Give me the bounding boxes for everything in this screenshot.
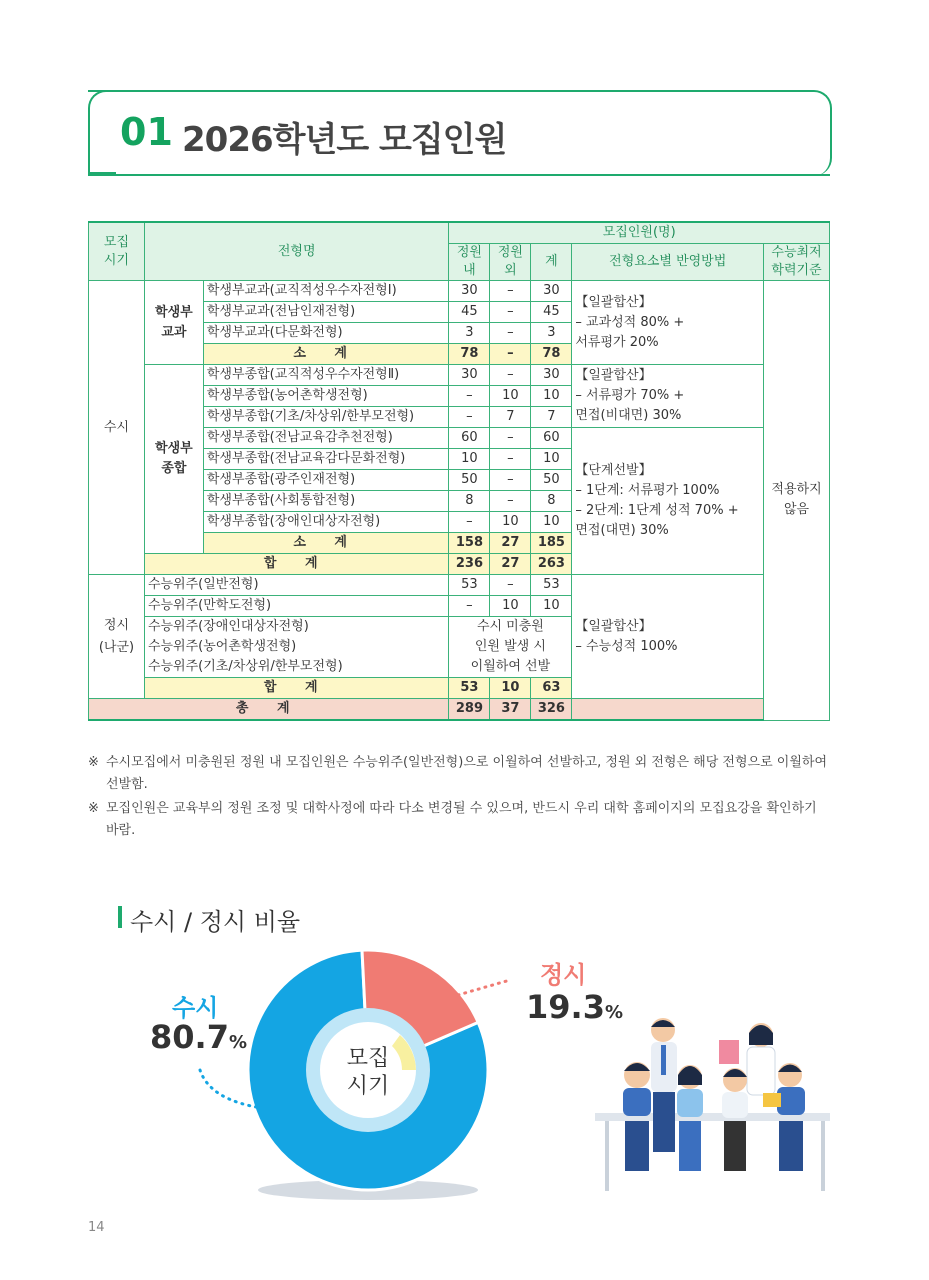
row-out: 10 bbox=[490, 512, 531, 533]
desk-leg bbox=[605, 1121, 609, 1191]
row-out: – bbox=[490, 428, 531, 449]
total-jeongsi-in: 53 bbox=[449, 678, 490, 699]
row-out: – bbox=[490, 491, 531, 512]
row-name: 학생부종합(농어촌학생전형) bbox=[203, 386, 449, 407]
row-name: 학생부교과(다문화전형) bbox=[203, 323, 449, 344]
min-standard: 적용하지 않음 bbox=[764, 281, 830, 721]
method-jonghap-2: 【단계선발】 – 1단계: 서류평가 100% – 2단계: 1단계 성적 70% + 면접(대면) 30% bbox=[572, 428, 764, 575]
row-out: 10 bbox=[490, 386, 531, 407]
pie-center-line1: 모집 bbox=[346, 1046, 390, 1071]
header-sum: 계 bbox=[531, 244, 572, 281]
row-name: 학생부종합(장애인대상자전형) bbox=[203, 512, 449, 533]
book bbox=[763, 1093, 781, 1107]
period-susi: 수시 bbox=[89, 281, 145, 575]
row-out: – bbox=[490, 281, 531, 302]
row-in: 53 bbox=[449, 575, 490, 596]
row-in: 30 bbox=[449, 365, 490, 386]
susi-label: 수시 bbox=[172, 994, 219, 1022]
row-name: 학생부종합(전남교육감추천전형) bbox=[203, 428, 449, 449]
period-jeongsi: 정시 (나군) bbox=[89, 575, 145, 699]
row-in: 3 bbox=[449, 323, 490, 344]
grand-total-label: 총 계 bbox=[89, 699, 449, 721]
row-out: 10 bbox=[490, 596, 531, 617]
row-sum: 45 bbox=[531, 302, 572, 323]
subtotal-in: 78 bbox=[449, 344, 490, 365]
page-number: 14 bbox=[88, 1220, 105, 1235]
row-out: – bbox=[490, 323, 531, 344]
note-mark: ※ bbox=[88, 801, 99, 816]
grand-total-blank bbox=[572, 699, 764, 721]
header-type: 전형명 bbox=[144, 222, 449, 281]
jeongsi-label: 정시 bbox=[540, 961, 587, 989]
row-name: 학생부종합(교직적성우수자전형Ⅱ) bbox=[203, 365, 449, 386]
subtotal-out: 27 bbox=[490, 533, 531, 554]
susi-value: 80.7 bbox=[150, 1018, 229, 1056]
row-sum: 3 bbox=[531, 323, 572, 344]
row-in: 10 bbox=[449, 449, 490, 470]
students-illustration bbox=[585, 995, 835, 1195]
note-text: 수시모집에서 미충원된 정원 내 모집인원은 수능위주(일반전형)으로 이월하여 선발하고, 정원 외 전형은 해당 전형으로 이월하여 선발함. bbox=[106, 755, 828, 792]
pie-center-line2: 시기 bbox=[346, 1074, 390, 1099]
method-gyogwa: 【일괄합산】 – 교과성적 80% + 서류평가 20% bbox=[572, 281, 764, 365]
grand-total-in: 289 bbox=[449, 699, 490, 721]
row-name: 수능위주(기초/차상위/한부모전형) bbox=[144, 657, 449, 678]
header-out: 정원 외 bbox=[490, 244, 531, 281]
note-mark: ※ bbox=[88, 755, 99, 770]
desk-leg bbox=[821, 1121, 825, 1191]
row-name: 수능위주(만학도전형) bbox=[144, 596, 449, 617]
clipboard bbox=[719, 1040, 739, 1064]
jeongsi-carryover: 수시 미충원 인원 발생 시 이월하여 선발 bbox=[449, 617, 572, 678]
row-sum: 8 bbox=[531, 491, 572, 512]
row-out: 7 bbox=[490, 407, 531, 428]
subtotal-in: 158 bbox=[449, 533, 490, 554]
subtotal-sum: 185 bbox=[531, 533, 572, 554]
subtotal-out: – bbox=[490, 344, 531, 365]
row-in: 45 bbox=[449, 302, 490, 323]
susi-percent: % bbox=[228, 1032, 247, 1053]
total-jeongsi-label: 합 계 bbox=[144, 678, 449, 699]
jeongsi-value: 19.3 bbox=[526, 988, 605, 1026]
header-min: 수능최저 학력기준 bbox=[764, 244, 830, 281]
row-name: 학생부종합(기초/차상위/한부모전형) bbox=[203, 407, 449, 428]
section-number: 01 bbox=[120, 110, 173, 154]
row-sum: 10 bbox=[531, 449, 572, 470]
pie-section-title: 수시 / 정시 비율 bbox=[130, 908, 301, 936]
subtotal-sum: 78 bbox=[531, 344, 572, 365]
row-out: – bbox=[490, 575, 531, 596]
row-name: 수능위주(일반전형) bbox=[144, 575, 449, 596]
row-sum: 10 bbox=[531, 386, 572, 407]
grand-total-sum: 326 bbox=[531, 699, 572, 721]
group-gyogwa: 학생부 교과 bbox=[144, 281, 203, 365]
total-susi-sum: 263 bbox=[531, 554, 572, 575]
row-in: 60 bbox=[449, 428, 490, 449]
method-jeongsi: 【일괄합산】 – 수능성적 100% bbox=[572, 575, 764, 699]
row-out: – bbox=[490, 470, 531, 491]
total-susi-label: 합 계 bbox=[144, 554, 449, 575]
row-in: 30 bbox=[449, 281, 490, 302]
method-jonghap-1: 【일괄합산】 – 서류평가 70% + 면접(비대면) 30% bbox=[572, 365, 764, 428]
row-in: – bbox=[449, 512, 490, 533]
row-sum: 10 bbox=[531, 596, 572, 617]
row-name: 수능위주(농어촌학생전형) bbox=[144, 637, 449, 657]
subtotal-label: 소 계 bbox=[203, 533, 449, 554]
row-sum: 7 bbox=[531, 407, 572, 428]
row-name: 학생부교과(교직적성우수자전형Ⅰ) bbox=[203, 281, 449, 302]
row-sum: 30 bbox=[531, 365, 572, 386]
row-in: 8 bbox=[449, 491, 490, 512]
page-title: 2026학년도 모집인원 bbox=[182, 120, 507, 160]
header-method: 전형요소별 반영방법 bbox=[572, 244, 764, 281]
total-jeongsi-out: 10 bbox=[490, 678, 531, 699]
header-period: 모집 시기 bbox=[89, 222, 145, 281]
row-sum: 30 bbox=[531, 281, 572, 302]
total-susi-in: 236 bbox=[449, 554, 490, 575]
row-sum: 50 bbox=[531, 470, 572, 491]
recruitment-table bbox=[88, 221, 830, 721]
jeongsi-leader bbox=[458, 980, 510, 995]
row-in: 50 bbox=[449, 470, 490, 491]
subtotal-label: 소 계 bbox=[203, 344, 449, 365]
jeongsi-percent: % bbox=[604, 1002, 623, 1023]
row-out: – bbox=[490, 449, 531, 470]
total-jeongsi-sum: 63 bbox=[531, 678, 572, 699]
susi-value-wrap bbox=[150, 1018, 247, 1056]
row-out: – bbox=[490, 365, 531, 386]
group-jonghap: 학생부 종합 bbox=[144, 365, 203, 554]
row-in: – bbox=[449, 386, 490, 407]
grand-total-out: 37 bbox=[490, 699, 531, 721]
section-bar bbox=[118, 906, 122, 928]
row-in: – bbox=[449, 596, 490, 617]
row-name: 학생부교과(전남인재전형) bbox=[203, 302, 449, 323]
row-name: 수능위주(장애인대상자전형) bbox=[144, 617, 449, 638]
note-2 bbox=[88, 798, 833, 842]
row-sum: 10 bbox=[531, 512, 572, 533]
row-sum: 53 bbox=[531, 575, 572, 596]
header-quota: 모집인원(명) bbox=[449, 222, 830, 244]
row-name: 학생부종합(광주인재전형) bbox=[203, 470, 449, 491]
row-name: 학생부종합(사회통합전형) bbox=[203, 491, 449, 512]
note-text: 모집인원은 교육부의 정원 조정 및 대학사정에 따라 다소 변경될 수 있으며, 반드시 우리 대학 홈페이지의 모집요강을 확인하기 바람. bbox=[106, 801, 817, 838]
header-in: 정원 내 bbox=[449, 244, 490, 281]
note-1 bbox=[88, 752, 833, 796]
total-susi-out: 27 bbox=[490, 554, 531, 575]
row-sum: 60 bbox=[531, 428, 572, 449]
row-in: – bbox=[449, 407, 490, 428]
row-name: 학생부종합(전남교육감다문화전형) bbox=[203, 449, 449, 470]
student bbox=[651, 1018, 677, 1152]
row-out: – bbox=[490, 302, 531, 323]
